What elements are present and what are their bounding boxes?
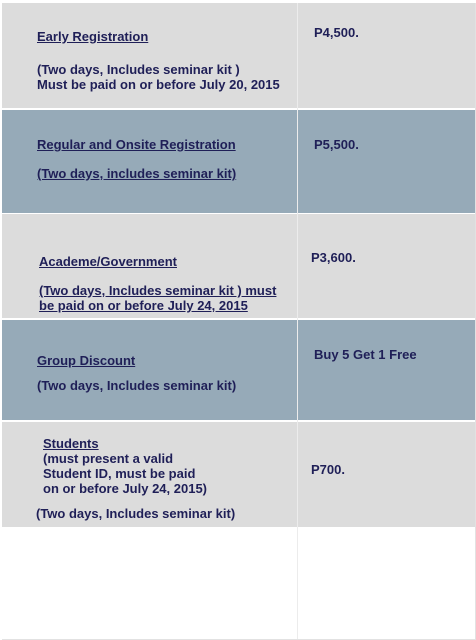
row-price: P4,500. <box>314 25 359 40</box>
row-note: (must present a valid Student ID, must be paid on or before July 24, 2015) <box>43 451 208 496</box>
row-details: (Two days, Includes seminar kit ) Must be paid on or before July 20, 2015 <box>37 62 280 92</box>
row-details: (Two days, Includes seminar kit ) must be paid on or before July 24, 2015 <box>39 283 277 313</box>
row-title: Group Discount <box>37 353 136 368</box>
row-details: (Two days, includes seminar kit) <box>37 166 237 181</box>
row-title: Academe/Government <box>39 254 177 269</box>
row-price: P5,500. <box>314 137 359 152</box>
row-title: Regular and Onsite Registration <box>37 137 236 152</box>
row-details: (Two days, Includes seminar kit) <box>37 378 237 393</box>
row-price: P700. <box>311 462 345 477</box>
row-details: (Two days, Includes seminar kit) <box>36 506 236 521</box>
table-row <box>2 110 475 213</box>
table-row <box>2 3 475 108</box>
table-row <box>2 320 475 420</box>
row-price: P3,600. <box>311 250 356 265</box>
row-price: Buy 5 Get 1 Free <box>314 347 417 362</box>
row-title: Early Registration <box>37 29 149 44</box>
column-divider <box>297 3 298 639</box>
row-title: Students <box>43 436 99 451</box>
